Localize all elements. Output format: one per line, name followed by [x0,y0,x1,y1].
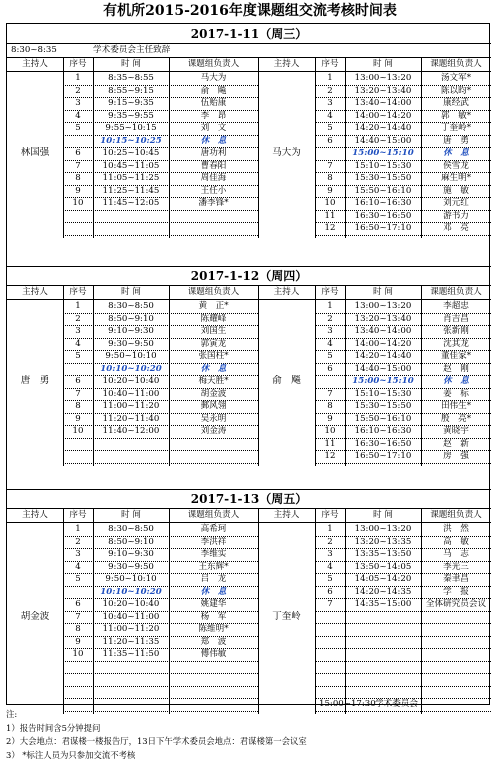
header-host: 主持人 [22,510,48,520]
right-seq: 7 [327,599,333,609]
left-time: 10:10~10:20 [100,586,162,597]
left-leader: 刘 文 [200,123,227,133]
closing-text: 学术委员会 [375,698,418,709]
header-time: 时 间 [121,510,141,520]
left-time: 11:35~11:50 [102,649,160,659]
right-seq: 4 [327,110,333,121]
right-time: 14:20~14:35 [354,586,412,597]
right-time: 13:00~13:20 [354,73,412,83]
right-time: 16:10~16:30 [354,426,412,436]
left-seq: 2 [75,536,81,547]
left-leader: 休 息 [200,135,227,146]
center-divider [258,285,259,466]
left-leader: 郑 波 [200,636,227,647]
left-seq: 9 [75,413,81,424]
column-divider [169,285,170,466]
row-divider [7,266,491,267]
left-leader: 陈耀峰 [200,313,227,324]
right-leader: 田伟生* [440,401,472,411]
right-time: 14:40~15:00 [354,135,412,146]
left-time: 11:45~12:05 [102,198,160,208]
right-time: 14:00~14:20 [354,110,412,121]
left-seq: 7 [75,388,81,399]
right-time: 13:35~13:50 [354,549,412,559]
right-leader: 康经武 [443,98,469,108]
right-time: 14:20~14:40 [354,123,412,133]
header-leader: 课题组负责人 [187,510,240,520]
right-seq: 9 [327,185,333,196]
right-seq: 10 [324,426,336,436]
header-host: 主持人 [273,287,300,297]
right-leader: 全体研究员会议 [425,599,487,609]
right-time: 15:50~16:10 [354,413,412,424]
left-time: 10:25~10:45 [102,148,160,158]
left-host: 林国强 [20,147,50,159]
right-leader: 房 强 [443,451,469,461]
left-time: 10:10~10:20 [100,363,162,374]
left-leader: 姚建华 [200,599,227,609]
left-time: 9:35~9:55 [108,110,154,121]
header-host: 主持人 [273,510,300,520]
right-leader: 李光三 [443,561,469,572]
right-seq: 2 [327,85,333,96]
right-seq: 5 [327,123,333,133]
right-time: 13:20~13:40 [354,313,412,324]
left-seq: 3 [75,326,81,336]
note-3: 3） *标注人员为只参加交流不考核 [6,749,136,760]
left-time: 8:30~8:50 [108,524,154,534]
column-divider [315,285,316,466]
right-seq: 8 [327,401,333,411]
right-leader: 沈其龙 [443,338,469,349]
right-seq: 4 [327,561,333,572]
right-time: 16:30~16:50 [354,438,412,449]
right-seq: 11 [324,210,336,221]
right-seq: 12 [324,223,336,233]
left-time: 10:20~10:40 [102,376,160,386]
day-title: 2017-1-12（周四） [190,269,308,283]
right-seq: 3 [327,98,333,108]
header-leader: 课题组负责人 [430,59,482,69]
left-leader: 李洪祥 [200,536,227,547]
header-host: 主持人 [22,59,48,69]
left-leader: 傅伟敏 [200,649,227,659]
column-divider [315,57,316,238]
right-leader: 施 敏 [443,185,469,196]
left-time: 8:30~8:50 [108,301,154,311]
column-divider [421,57,422,238]
closing-time: 15:00~17:30 [319,698,376,709]
right-seq: 5 [327,574,333,584]
left-seq: 6 [75,599,81,609]
left-leader: 陈维明* [198,624,229,634]
left-time: 9:50~10:10 [105,351,157,361]
schedule-table [6,23,490,709]
left-time: 10:40~11:00 [102,388,160,399]
left-seq: 3 [75,549,81,559]
header-seq: 序号 [69,59,87,69]
right-time: 13:20~13:35 [354,536,412,547]
row-divider [315,673,491,674]
left-seq: 9 [75,636,81,647]
right-time: 13:50~14:05 [354,561,412,572]
left-seq: 5 [75,123,81,133]
row-divider [315,463,491,464]
column-divider [93,57,94,238]
header-leader: 课题组负责人 [430,287,482,297]
header-leader: 课题组负责人 [430,510,482,520]
right-seq: 6 [327,135,333,146]
right-leader: 秦聿昌 [443,574,469,584]
left-seq: 1 [75,301,81,311]
left-leader: 伍贻康 [200,98,227,108]
right-leader: 赵 刚 [443,363,469,374]
left-seq: 4 [75,561,81,572]
left-seq: 8 [75,624,81,634]
left-leader: 吴永明 [200,413,227,424]
left-time: 10:45~11:05 [102,160,160,171]
right-leader: 洪 然 [443,524,469,534]
right-leader: 高 敏 [443,536,469,547]
right-time: 15:10~15:30 [354,160,412,171]
column-divider [169,57,170,238]
left-seq: 4 [75,110,81,121]
right-seq: 3 [327,326,333,336]
right-seq: 1 [327,73,333,83]
header-time: 时 间 [121,59,141,69]
row-divider [315,636,491,637]
right-time: 16:10~16:30 [354,198,412,208]
left-seq: 10 [72,649,84,659]
left-seq: 6 [75,376,81,386]
right-leader: 陈以昀* [440,85,472,96]
right-time: 16:30~16:50 [354,210,412,221]
left-leader: 高希珂 [200,524,227,534]
left-host: 胡金波 [20,610,50,622]
left-leader: 休 息 [200,586,227,597]
row-divider [315,661,491,662]
left-time: 8:35~8:55 [108,73,154,83]
left-time: 9:10~9:30 [108,326,154,336]
left-leader: 梅天胜* [198,376,229,386]
header-time: 时 间 [373,510,393,520]
left-time: 8:50~9:10 [108,536,154,547]
left-leader: 王任小 [200,185,227,196]
right-leader: 姜 标 [443,388,469,399]
column-divider [93,285,94,466]
header-time: 时 间 [373,59,393,69]
left-seq: 9 [75,185,81,196]
note-1: 1）报告时间含5分钟提问 [6,722,101,733]
right-leader: 黄晓宇 [443,426,469,436]
column-divider [63,57,64,238]
right-seq: 8 [327,173,333,183]
column-divider [421,508,422,714]
right-seq: 6 [327,586,333,597]
left-time: 10:15~10:25 [100,135,162,146]
right-time: 14:20~14:40 [354,351,412,361]
left-seq: 2 [75,85,81,96]
column-divider [63,285,64,466]
row-divider [315,686,491,687]
column-divider [93,508,94,714]
right-time: 14:05~14:20 [354,574,412,584]
left-seq: 2 [75,313,81,324]
header-seq: 序号 [69,287,87,297]
left-leader: 吕 龙 [200,574,227,584]
right-leader: 邓 亮 [443,223,469,233]
left-seq: 1 [75,73,81,83]
day-title: 2017-1-11（周三） [190,27,308,41]
row-divider [315,623,491,624]
left-host: 唐 勇 [20,375,50,387]
left-seq: 7 [75,611,81,622]
left-time: 9:10~9:30 [108,549,154,559]
right-leader: 汤文军* [440,73,472,83]
left-time: 11:05~11:25 [102,173,160,183]
right-leader: 休 息 [443,148,469,158]
column-divider [169,508,170,714]
row-divider [315,648,491,649]
left-leader: 曹春阳 [200,160,227,171]
left-time: 11:00~11:20 [102,624,160,634]
header-time: 时 间 [373,287,393,297]
left-time: 8:50~9:10 [108,313,154,324]
right-seq: 1 [327,301,333,311]
column-divider [345,508,346,714]
left-leader: 黄 正* [198,301,229,311]
left-time: 10:20~10:40 [102,599,160,609]
right-seq: 1 [327,524,333,534]
right-time: 13:20~13:40 [354,85,412,96]
header-host: 主持人 [273,59,300,69]
left-seq: 8 [75,401,81,411]
right-seq: 6 [327,363,333,374]
right-time: 13:40~14:00 [354,326,412,336]
row-divider [315,611,491,612]
left-leader: 休 息 [200,363,227,374]
right-time: 16:50~17:10 [354,451,412,461]
center-divider [258,57,259,238]
opening-text: 学术委员会主任致辞 [93,45,171,55]
note-2: 2）大会地点：君谋楼一楼报告厅，13日下午学术委员会地点：君谋楼第一会议室 [6,736,307,746]
left-leader: 刘国生 [200,326,227,336]
column-divider [345,57,346,238]
left-time: 9:50~10:10 [105,574,157,584]
right-seq: 7 [327,160,333,171]
right-leader: 赵 新 [443,438,469,449]
right-seq: 2 [327,313,333,324]
left-leader: 俞 飚 [200,85,227,96]
column-divider [63,508,64,714]
left-seq: 10 [72,426,84,436]
header-seq: 序号 [321,510,339,520]
center-divider [258,508,259,714]
header-time: 时 间 [121,287,141,297]
right-leader: 刘元红 [443,198,469,208]
right-leader: 郭 敏* [440,110,472,121]
left-seq: 4 [75,338,81,349]
right-leader: 侯雪龙 [443,160,469,171]
right-seq: 3 [327,549,333,559]
left-leader: 郵风翎 [200,401,227,411]
right-time: 15:30~15:50 [354,173,412,183]
right-seq: 5 [327,351,333,361]
left-leader: 张国柱* [198,351,229,361]
left-time: 9:30~9:50 [108,561,154,572]
left-time: 11:00~11:20 [102,401,160,411]
left-leader: 胡金波 [200,388,227,399]
right-host: 马大为 [272,147,301,159]
right-seq: 11 [324,438,336,449]
left-time: 9:55~10:15 [105,123,157,133]
left-time: 11:25~11:45 [102,185,160,196]
column-divider [345,285,346,466]
left-leader: 李维实 [200,549,227,559]
right-time: 13:40~14:00 [354,98,412,108]
header-seq: 序号 [69,510,87,520]
left-leader: 周佳海 [200,173,227,183]
right-time: 15:30~15:50 [354,401,412,411]
header-host: 主持人 [22,287,48,297]
right-time: 13:00~13:20 [354,524,412,534]
right-leader: 唐 勇 [443,135,469,146]
right-seq: 2 [327,536,333,547]
left-time: 10:40~11:00 [102,611,160,622]
column-divider [315,508,316,714]
day-title: 2017-1-13（周五） [190,492,308,506]
right-seq: 7 [327,388,333,399]
right-time: 15:50~16:10 [354,185,412,196]
right-time: 15:10~15:30 [354,388,412,399]
right-leader: 游书力 [443,210,469,221]
right-host: 俞 飚 [272,375,301,387]
header-seq: 序号 [321,287,339,297]
right-leader: 麻生明* [440,173,472,183]
left-leader: 郭寅龙 [200,338,227,349]
right-leader: 李超忠 [443,301,469,311]
header-leader: 课题组负责人 [187,287,240,297]
notes-label: 注: [6,709,18,719]
right-seq: 12 [324,451,336,461]
left-time: 8:55~9:15 [108,85,154,96]
left-seq: 5 [75,574,81,584]
left-time: 9:30~9:50 [108,338,154,349]
left-seq: 10 [72,198,84,208]
left-seq: 5 [75,351,81,361]
left-leader: 李 昂 [200,110,227,121]
left-leader: 王东辉* [198,561,229,572]
left-seq: 3 [75,98,81,108]
right-leader: 休 息 [443,376,469,386]
right-seq: 10 [324,198,336,208]
row-divider [315,235,491,236]
right-host: 丁奎岭 [272,610,301,622]
left-seq: 8 [75,173,81,183]
right-leader: 董佳家* [440,351,472,361]
left-time: 11:20~11:40 [102,413,160,424]
opening-time: 8:30~8:35 [11,45,57,55]
left-seq: 1 [75,524,81,534]
left-seq: 6 [75,148,81,158]
right-leader: 马 志 [443,549,469,559]
right-time: 14:35~15:00 [354,599,412,609]
right-leader: 殷 亮* [440,413,472,424]
left-leader: 唐功利 [200,148,227,158]
left-leader: 马大为 [200,73,227,83]
page-title: 有机所2015-2016年度课题组交流考核时间表 [103,3,397,19]
right-time: 16:50~17:10 [354,223,412,233]
left-time: 11:40~12:00 [102,426,160,436]
right-leader: 肖吉昌 [443,313,469,324]
right-time: 15:00~15:10 [352,376,414,386]
left-leader: 杨 军 [200,611,227,622]
row-divider [7,489,491,490]
right-time: 15:00~15:10 [352,148,414,158]
notes-section [6,708,494,762]
right-leader: 学 报 [443,586,469,597]
left-time: 9:15~9:35 [108,98,154,108]
right-leader: 丁奎岭* [440,123,472,133]
left-leader: 刘金涛 [200,426,227,436]
column-divider [421,285,422,466]
right-leader: 张新刚 [443,326,469,336]
left-time: 11:20~11:35 [102,636,160,647]
left-seq: 7 [75,160,81,171]
left-leader: 潘李锋* [198,198,229,208]
right-time: 14:00~14:20 [354,338,412,349]
header-leader: 课题组负责人 [187,59,240,69]
right-seq: 9 [327,413,333,424]
header-seq: 序号 [321,59,339,69]
right-time: 13:00~13:20 [354,301,412,311]
right-time: 14:40~15:00 [354,363,412,374]
right-seq: 4 [327,338,333,349]
